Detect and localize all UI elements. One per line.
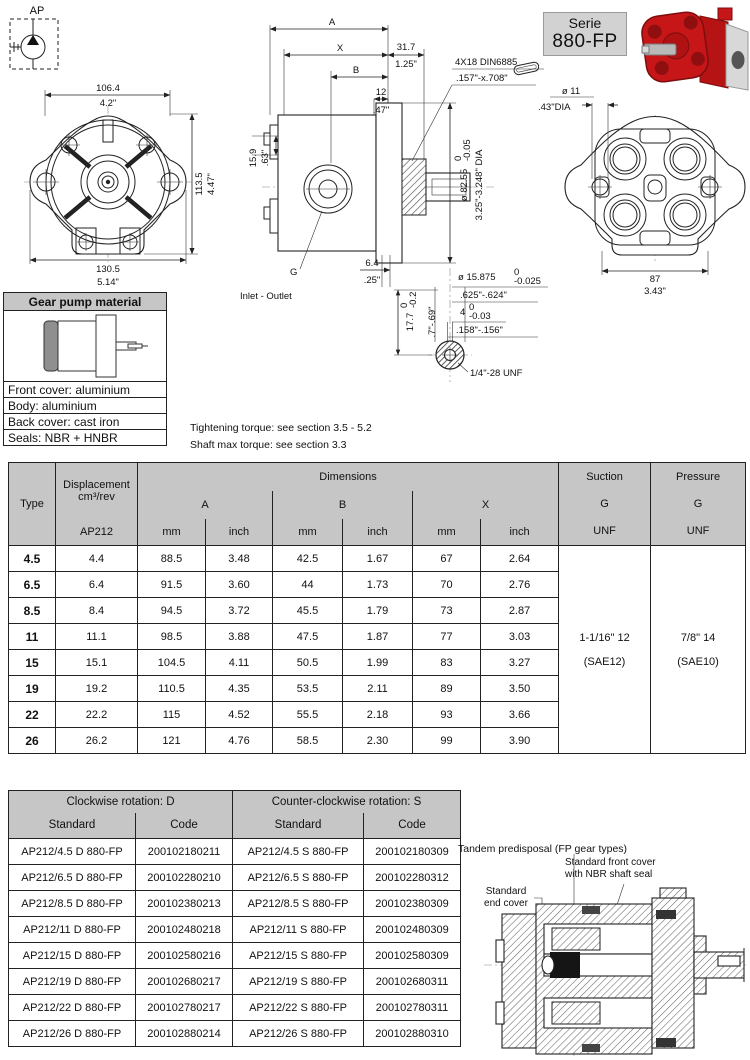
side-key-spec-line2: .157"-x.708" <box>456 73 508 84</box>
cell-b-inch: 2.30 <box>343 728 413 754</box>
dimensions-row-4.5 <box>9 546 746 572</box>
side-dim-plate-in: .47" <box>372 105 390 116</box>
cell-a-mm: 98.5 <box>138 624 206 650</box>
cell-a-mm: 110.5 <box>138 676 206 702</box>
note-shaft-torque: Shaft max torque: see section 3.3 <box>190 439 347 451</box>
cell-type: 19 <box>9 676 56 702</box>
shaft-len-tol-bottom: -0.2 <box>408 291 419 308</box>
cell-displacement: 11.1 <box>56 624 138 650</box>
series-label: Serie <box>568 15 602 31</box>
cell-displacement: 4.4 <box>56 546 138 572</box>
cell-a-inch: 4.11 <box>206 650 273 676</box>
codes-row <box>9 943 461 969</box>
side-dim-bottom-mm: 6.4 <box>365 258 379 269</box>
codes-row <box>9 839 461 865</box>
codes-row <box>9 865 461 891</box>
codes-table <box>8 790 461 1047</box>
cell-a-inch: 4.52 <box>206 702 273 728</box>
cell-x-mm: 89 <box>413 676 481 702</box>
cell-x-mm: 83 <box>413 650 481 676</box>
cell-a-inch: 3.48 <box>206 546 273 572</box>
cell-cw-code: 200102180211 <box>136 839 233 865</box>
cell-b-inch: 1.67 <box>343 546 413 572</box>
cell-a-inch: 3.72 <box>206 598 273 624</box>
front-dim-right-in: 4.47" <box>206 173 217 195</box>
shaft-key-in: .158"-.156" <box>456 325 503 336</box>
col-header-x-inch: inch <box>481 519 559 546</box>
shaft-len-in: .7"-.69" <box>427 306 438 338</box>
codes-row <box>9 969 461 995</box>
col-header-standard-s: Standard <box>233 813 364 839</box>
cell-cw-code: 200102280210 <box>136 865 233 891</box>
front-dim-right-mm: 113.5 <box>194 172 205 196</box>
col-header-pressure: Pressure G UNF <box>651 463 746 546</box>
shaft-dia-tol-top: 0 <box>514 267 520 278</box>
cell-ccw-standard: AP212/19 S 880-FP <box>233 969 364 995</box>
front-dim-top-mm: 106.4 <box>96 83 120 94</box>
col-header-ap212: AP212 <box>56 519 138 546</box>
col-header-clockwise: Clockwise rotation: D <box>9 791 233 813</box>
shaft-dia-mm: ø 15.875 <box>458 272 496 283</box>
series-badge <box>543 12 627 56</box>
codes-table-body <box>9 839 461 1047</box>
side-dim-b: B <box>352 65 360 76</box>
tandem-section-drawing <box>456 852 750 1060</box>
side-key-spec-line1: 4X18 DIN6885 <box>455 57 518 68</box>
side-dim-bottom-in: .25" <box>363 275 381 286</box>
cell-a-mm: 115 <box>138 702 206 728</box>
cell-type: 11 <box>9 624 56 650</box>
back-view-drawing <box>538 83 750 297</box>
cell-cw-standard: AP212/26 D 880-FP <box>9 1021 136 1047</box>
material-box <box>3 292 167 446</box>
cell-b-inch: 1.73 <box>343 572 413 598</box>
cell-b-mm: 45.5 <box>273 598 343 624</box>
col-header-type: Type <box>9 463 56 546</box>
shaft-key-tol-top: 0 <box>469 302 475 313</box>
cell-cw-standard: AP212/6.5 D 880-FP <box>9 865 136 891</box>
cell-x-inch: 3.03 <box>481 624 559 650</box>
cell-a-mm: 91.5 <box>138 572 206 598</box>
front-dim-bottom-mm: 130.5 <box>96 264 120 275</box>
cell-cw-code: 200102680217 <box>136 969 233 995</box>
material-box-title: Gear pump material <box>4 293 166 311</box>
cell-ccw-standard: AP212/6.5 S 880-FP <box>233 865 364 891</box>
col-header-x-mm: mm <box>413 519 481 546</box>
tandem-front-cover-label: Standard front cover with NBR shaft seal <box>565 857 656 880</box>
col-header-b-mm: mm <box>273 519 343 546</box>
tandem-title: Tandem predisposal (FP gear types) <box>458 843 628 855</box>
cell-b-inch: 1.79 <box>343 598 413 624</box>
col-header-suction: Suction G UNF <box>559 463 651 546</box>
shaft-len-tol-top: 0 <box>399 302 410 308</box>
tandem-end-cover-label: Standard end cover <box>484 886 528 909</box>
cell-ccw-standard: AP212/4.5 S 880-FP <box>233 839 364 865</box>
cell-ccw-standard: AP212/26 S 880-FP <box>233 1021 364 1047</box>
cell-b-mm: 44 <box>273 572 343 598</box>
side-pilot-tol-bottom: -0.05 <box>462 139 473 161</box>
cell-cw-standard: AP212/15 D 880-FP <box>9 943 136 969</box>
cell-b-mm: 55.5 <box>273 702 343 728</box>
material-back-cover: Back cover: cast iron <box>4 413 166 429</box>
cell-ccw-code: 200102280312 <box>364 865 461 891</box>
cell-a-inch: 3.88 <box>206 624 273 650</box>
cell-a-mm: 88.5 <box>138 546 206 572</box>
cell-ccw-code: 200102480309 <box>364 917 461 943</box>
cell-cw-code: 200102480218 <box>136 917 233 943</box>
cell-type: 6.5 <box>9 572 56 598</box>
material-front-cover: Front cover: aluminium <box>4 381 166 397</box>
col-header-b: B <box>273 491 413 519</box>
cell-b-mm: 50.5 <box>273 650 343 676</box>
side-dim-a: A <box>328 17 336 28</box>
shaft-key-tol-bottom: -0.03 <box>469 311 491 322</box>
cell-b-inch: 2.11 <box>343 676 413 702</box>
cell-b-mm: 58.5 <box>273 728 343 754</box>
cell-cw-code: 200102780217 <box>136 995 233 1021</box>
cell-type: 22 <box>9 702 56 728</box>
cell-x-inch: 3.66 <box>481 702 559 728</box>
ap-label: AP <box>29 5 45 17</box>
cell-cw-code: 200102580216 <box>136 943 233 969</box>
notes <box>190 420 372 454</box>
cell-displacement: 22.2 <box>56 702 138 728</box>
cell-b-inch: 2.18 <box>343 702 413 728</box>
cell-ccw-code: 200102780311 <box>364 995 461 1021</box>
back-hole-dia-in: .43"DIA <box>538 102 571 113</box>
cell-b-mm: 42.5 <box>273 546 343 572</box>
cell-ccw-code: 200102880310 <box>364 1021 461 1047</box>
cell-type: 15 <box>9 650 56 676</box>
cell-ccw-standard: AP212/15 S 880-FP <box>233 943 364 969</box>
cell-ccw-standard: AP212/8.5 S 880-FP <box>233 891 364 917</box>
cell-ccw-code: 200102380309 <box>364 891 461 917</box>
cell-type: 4.5 <box>9 546 56 572</box>
cell-cw-code: 200102880214 <box>136 1021 233 1047</box>
col-header-a-inch: inch <box>206 519 273 546</box>
side-port-label: G <box>290 267 298 278</box>
cell-ccw-code: 200102580309 <box>364 943 461 969</box>
cell-x-mm: 70 <box>413 572 481 598</box>
col-header-b-inch: inch <box>343 519 413 546</box>
cell-x-inch: 2.87 <box>481 598 559 624</box>
codes-row <box>9 995 461 1021</box>
cell-cw-standard: AP212/11 D 880-FP <box>9 917 136 943</box>
cell-x-mm: 73 <box>413 598 481 624</box>
suction-value: 1-1/16" 12 (SAE12) <box>559 546 651 754</box>
side-pilot-tol-top: 0 <box>453 155 464 161</box>
back-hole-dia-mm: ø 11 <box>561 86 581 97</box>
cell-ccw-standard: AP212/11 S 880-FP <box>233 917 364 943</box>
side-dim-plate-mm: 12 <box>375 87 387 98</box>
shaft-key-mm: 4 <box>460 307 466 318</box>
cell-b-inch: 1.99 <box>343 650 413 676</box>
cell-x-mm: 77 <box>413 624 481 650</box>
cell-type: 26 <box>9 728 56 754</box>
cell-a-inch: 3.60 <box>206 572 273 598</box>
cell-a-inch: 4.35 <box>206 676 273 702</box>
codes-row <box>9 1021 461 1047</box>
cell-x-inch: 3.50 <box>481 676 559 702</box>
back-width-mm: 87 <box>649 274 661 285</box>
codes-row <box>9 891 461 917</box>
cell-type: 8.5 <box>9 598 56 624</box>
cell-displacement: 26.2 <box>56 728 138 754</box>
cell-x-mm: 67 <box>413 546 481 572</box>
cell-x-inch: 2.76 <box>481 572 559 598</box>
ap-symbol-drawing <box>7 3 65 75</box>
col-header-a-mm: mm <box>138 519 206 546</box>
cell-ccw-standard: AP212/22 S 880-FP <box>233 995 364 1021</box>
dimensions-table <box>8 462 746 754</box>
col-header-dimensions: Dimensions <box>138 463 559 491</box>
cell-displacement: 19.2 <box>56 676 138 702</box>
col-header-standard-d: Standard <box>9 813 136 839</box>
shaft-dia-in: .625"-.624" <box>460 290 507 301</box>
side-pilot-dia-mm: ø 82.55 <box>459 168 470 202</box>
front-view-drawing <box>20 78 235 293</box>
pressure-value: 7/8" 14 (SAE10) <box>651 546 746 754</box>
cell-b-mm: 47.5 <box>273 624 343 650</box>
side-dim-left-mm: 15.9 <box>248 148 259 168</box>
cell-cw-standard: AP212/8.5 D 880-FP <box>9 891 136 917</box>
material-body: Body: aluminium <box>4 397 166 413</box>
side-port-caption: Inlet - Outlet <box>240 291 292 302</box>
side-pilot-dia-in: 3.25"-3.248" DIA <box>474 149 485 221</box>
cell-x-inch: 3.27 <box>481 650 559 676</box>
material-seals: Seals: NBR + HNBR <box>4 429 166 445</box>
side-dim-offset-in: 1.25" <box>395 59 417 70</box>
cell-b-mm: 53.5 <box>273 676 343 702</box>
series-value: 880-FP <box>552 31 618 52</box>
cell-displacement: 15.1 <box>56 650 138 676</box>
col-header-a: A <box>138 491 273 519</box>
note-tightening-torque: Tightening torque: see section 3.5 - 5.2 <box>190 422 372 434</box>
cell-displacement: 6.4 <box>56 572 138 598</box>
shaft-thread-spec: 1/4"-28 UNF <box>470 368 523 379</box>
cell-a-mm: 104.5 <box>138 650 206 676</box>
shaft-dia-tol-bottom: -0.025 <box>514 276 541 287</box>
cell-ccw-code: 200102180309 <box>364 839 461 865</box>
cell-displacement: 8.4 <box>56 598 138 624</box>
cell-a-mm: 94.5 <box>138 598 206 624</box>
cell-a-inch: 4.76 <box>206 728 273 754</box>
side-dim-left-in: .63" <box>260 149 271 167</box>
shaft-detail-drawing <box>388 260 552 390</box>
col-header-counter-clockwise: Counter-clockwise rotation: S <box>233 791 461 813</box>
cell-x-inch: 2.64 <box>481 546 559 572</box>
cell-cw-code: 200102380213 <box>136 891 233 917</box>
cell-a-mm: 121 <box>138 728 206 754</box>
front-dim-bottom-in: 5.14" <box>97 277 119 288</box>
cell-cw-standard: AP212/4.5 D 880-FP <box>9 839 136 865</box>
cell-x-mm: 93 <box>413 702 481 728</box>
shaft-len-mm: 17.7 <box>405 312 416 332</box>
codes-row <box>9 917 461 943</box>
col-header-code-d: Code <box>136 813 233 839</box>
col-header-displacement: Displacement cm³/rev <box>56 463 138 519</box>
col-header-code-s: Code <box>364 813 461 839</box>
col-header-x: X <box>413 491 559 519</box>
cell-cw-standard: AP212/22 D 880-FP <box>9 995 136 1021</box>
back-width-in: 3.43" <box>644 286 666 297</box>
material-drawing <box>4 311 166 381</box>
cell-x-mm: 99 <box>413 728 481 754</box>
cell-b-inch: 1.87 <box>343 624 413 650</box>
side-dim-offset-mm: 31.7 <box>396 42 416 53</box>
dimensions-table-body <box>9 546 746 754</box>
cell-ccw-code: 200102680311 <box>364 969 461 995</box>
front-dim-top-in: 4.2" <box>99 98 117 109</box>
cell-x-inch: 3.90 <box>481 728 559 754</box>
side-dim-x: X <box>336 43 344 54</box>
cell-cw-standard: AP212/19 D 880-FP <box>9 969 136 995</box>
